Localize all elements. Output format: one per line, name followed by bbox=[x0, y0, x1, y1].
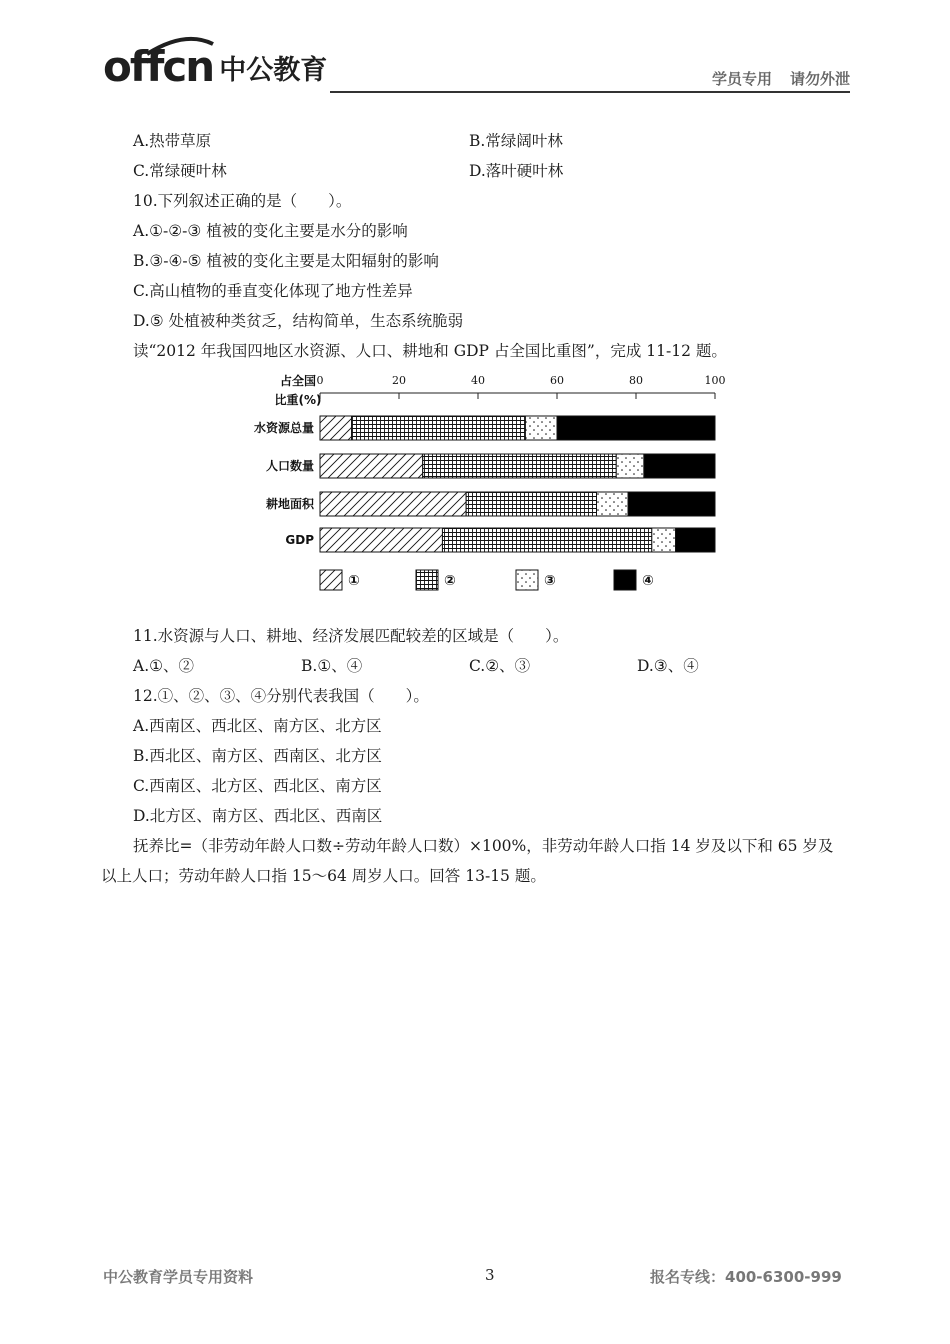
q9-option-a: A.热带草原 bbox=[133, 132, 212, 150]
bar-2-series-3 bbox=[628, 492, 715, 516]
q11-option-b: B.①、④ bbox=[301, 657, 363, 675]
logo-cn-text: 中公教育 bbox=[219, 55, 328, 86]
q9-option-d: D.落叶硬叶林 bbox=[469, 162, 564, 180]
q12-stem: 12.①、②、③、④分别代表我国（ ）。 bbox=[133, 687, 429, 705]
q11-option-c: C.②、③ bbox=[469, 657, 531, 675]
q10-stem: 10.下列叙述正确的是（ ）。 bbox=[133, 192, 352, 210]
q12-option-c: C.西南区、北方区、西北区、南方区 bbox=[133, 777, 382, 795]
x-tick-label-60: 60 bbox=[550, 374, 564, 387]
footer-left: 中公教育学员专用资料 bbox=[103, 1268, 254, 1286]
bar-3-series-3 bbox=[676, 528, 716, 552]
category-label-2: 耕地面积 bbox=[265, 497, 314, 511]
x-tick-label-100: 100 bbox=[704, 374, 726, 387]
chart-axis bbox=[275, 373, 726, 407]
q11-option-d: D.③、④ bbox=[637, 657, 699, 675]
q10-option-b: B.③-④-⑤ 植被的变化主要是太阳辐射的影响 bbox=[133, 252, 439, 270]
category-label-1: 人口数量 bbox=[265, 459, 314, 473]
x-axis-label-line2: 比重(%) bbox=[274, 393, 322, 407]
offcn-logo bbox=[103, 44, 327, 90]
legend-label-2: ③ bbox=[544, 573, 556, 589]
bar-3-series-1 bbox=[442, 528, 651, 552]
chart-bars bbox=[254, 416, 715, 552]
header-tag-confidential: 请勿外泄 bbox=[789, 70, 850, 88]
header-tag-students: 学员专用 bbox=[711, 70, 772, 88]
legend-swatch-0 bbox=[320, 570, 342, 590]
bar-0-series-1 bbox=[352, 416, 526, 440]
bar-1-series-3 bbox=[644, 454, 715, 478]
q12-option-a: A.西南区、西北区、南方区、北方区 bbox=[133, 717, 382, 735]
bar-3-series-0 bbox=[320, 528, 442, 552]
legend-label-0: ① bbox=[348, 573, 360, 589]
q10-option-c: C.高山植物的垂直变化体现了地方性差异 bbox=[133, 282, 413, 300]
q10-option-a: A.①-②-③ 植被的变化主要是水分的影响 bbox=[133, 222, 408, 240]
x-tick-label-40: 40 bbox=[471, 374, 485, 387]
legend-swatch-2 bbox=[516, 570, 538, 590]
x-axis-label-line1: 占全国 bbox=[279, 374, 317, 388]
bar-1-series-0 bbox=[320, 454, 423, 478]
q12-option-d: D.北方区、南方区、西北区、西南区 bbox=[133, 807, 383, 825]
logo-latin-text: offcn bbox=[103, 42, 214, 91]
intro-11-12: 读“2012 年我国四地区水资源、人口、耕地和 GDP 占全国比重图”，完成 11-12 题。 bbox=[133, 342, 727, 360]
bar-0-series-2 bbox=[525, 416, 557, 440]
q10-option-d: D.⑤ 处植被种类贫乏，结构简单，生态系统脆弱 bbox=[133, 312, 464, 330]
q12-option-b: B.西北区、南方区、西南区、北方区 bbox=[133, 747, 382, 765]
q9-option-b: B.常绿阔叶林 bbox=[469, 132, 563, 150]
intro-13-15-line2: 以上人口；劳动年龄人口指 15～64 周岁人口。回答 13-15 题。 bbox=[101, 867, 546, 885]
footer-hotline: 报名专线：400-6300-999 bbox=[650, 1268, 842, 1286]
bar-2-series-1 bbox=[466, 492, 596, 516]
intro-13-15-line1: 抚养比=（非劳动年龄人口数÷劳动年龄人口数）×100%，非劳动年龄人口指 14 岁及以下和 65 岁及 bbox=[133, 837, 834, 855]
q11-option-a: A.①、② bbox=[133, 657, 195, 675]
header-rule bbox=[330, 91, 850, 93]
logo-arc-icon bbox=[145, 36, 215, 56]
legend-label-1: ② bbox=[444, 573, 456, 589]
legend-label-3: ④ bbox=[642, 573, 654, 589]
x-tick-label-80: 80 bbox=[629, 374, 643, 387]
x-tick-label-0: 0 bbox=[316, 374, 324, 387]
category-label-3: GDP bbox=[285, 533, 314, 547]
chart-legend bbox=[320, 570, 654, 590]
stacked-bar-chart bbox=[240, 368, 740, 600]
bar-2-series-2 bbox=[597, 492, 629, 516]
category-label-0: 水资源总量 bbox=[253, 421, 314, 435]
legend-swatch-1 bbox=[416, 570, 438, 590]
bar-0-series-3 bbox=[557, 416, 715, 440]
legend-swatch-3 bbox=[614, 570, 636, 590]
bar-2-series-0 bbox=[320, 492, 466, 516]
bar-0-series-0 bbox=[320, 416, 352, 440]
bar-1-series-1 bbox=[423, 454, 617, 478]
q11-stem: 11.水资源与人口、耕地、经济发展匹配较差的区域是（ ）。 bbox=[133, 627, 569, 645]
x-tick-label-20: 20 bbox=[392, 374, 406, 387]
page-number: 3 bbox=[485, 1266, 495, 1284]
bar-1-series-2 bbox=[616, 454, 644, 478]
header-tags bbox=[712, 68, 850, 89]
q9-option-c: C.常绿硬叶林 bbox=[133, 162, 227, 180]
bar-3-series-2 bbox=[652, 528, 676, 552]
